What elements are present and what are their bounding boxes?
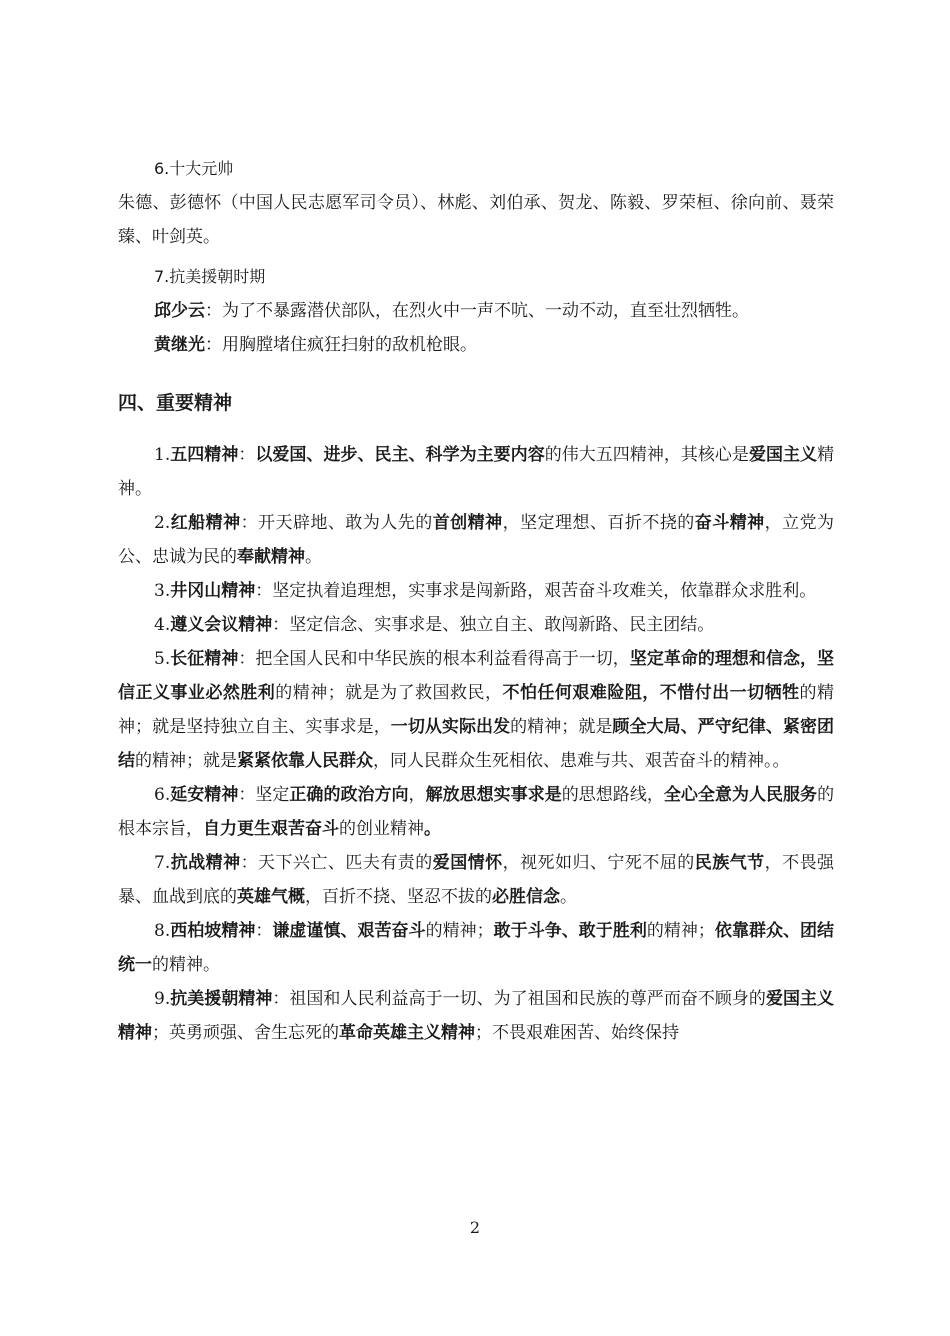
emphasis: 。 <box>424 819 441 839</box>
text: ： <box>238 445 256 465</box>
text: 的精神； <box>425 921 494 941</box>
emphasis: 不怕任何艰难险阻，不惜付出一切牺牲 <box>502 683 800 703</box>
spirit-kangzhan <box>118 846 834 914</box>
text: ：天下兴亡、匹夫有责的 <box>240 853 433 873</box>
text: ： <box>255 921 273 941</box>
item-number: 2. <box>154 513 171 533</box>
emphasis: 依靠群众、团结统一 <box>118 921 835 975</box>
emphasis: 奉献精神 <box>237 547 305 567</box>
spirit-jinggangshan <box>118 574 834 608</box>
emphasis: 英雄气概 <box>237 887 305 907</box>
spirit-name: 抗战精神 <box>170 853 241 873</box>
emphasis: 顾全大局、严守纪律、紧密团结 <box>118 717 835 771</box>
text: ；不畏艰难困苦、始终保持 <box>475 1023 679 1043</box>
spirit-name: 遵义会议精神 <box>170 615 273 635</box>
text: 。 <box>560 887 577 907</box>
emphasis: 全心全意为人民服务 <box>663 785 818 805</box>
spirit-xibaipo <box>118 914 834 982</box>
text: 的思想路线， <box>561 785 664 805</box>
text: 。 <box>305 547 322 567</box>
spirit-kangmeiyuanchao <box>118 982 834 1050</box>
marshals-heading: 6.十大元帅 <box>154 159 234 178</box>
emphasis: 民族气节 <box>694 853 765 873</box>
hero-desc: ：为了不暴露潜伏部队，在烈火中一声不吭、一动不动，直至壮烈牺牲。 <box>205 301 749 321</box>
text: 的精神；就是坚持独立自主、实事求是， <box>118 683 835 737</box>
spirit-name: 红船精神 <box>170 513 241 533</box>
text: ，视死如归、宁死不屈的 <box>502 853 695 873</box>
text: 的精神；就是 <box>135 751 237 771</box>
emphasis: 谦虚谨慎、艰苦奋斗 <box>272 921 426 941</box>
emphasis: 一切从实际出发 <box>390 717 511 737</box>
text: ：坚定 <box>238 785 290 805</box>
text: 的根本宗旨， <box>118 785 835 839</box>
item-number: 4. <box>154 615 171 635</box>
spirit-yanan <box>118 778 834 846</box>
hero-name: 邱少云 <box>154 301 205 321</box>
text: ，坚定理想、百折不挠的 <box>502 513 695 533</box>
emphasis: 爱国主义 <box>748 445 818 465</box>
spirit-name: 延安精神 <box>170 785 239 805</box>
item-number: 3. <box>154 581 171 601</box>
hero-name: 黄继光 <box>154 335 205 355</box>
item-number: 8. <box>154 921 171 941</box>
hero-qiu-shaoyun <box>118 294 834 328</box>
spirit-name: 西柏坡精神 <box>170 921 256 941</box>
hero-huang-jiguang <box>118 328 834 362</box>
emphasis: 爱国情怀 <box>432 853 503 873</box>
text: ；英勇顽强、舍生忘死的 <box>152 1023 339 1043</box>
text: 的创业精神 <box>339 819 424 839</box>
item-number: 7. <box>154 853 171 873</box>
text: 的精神；就是为了救国救民， <box>275 683 503 703</box>
emphasis: 敢于斗争、敢于胜利 <box>493 921 647 941</box>
spirit-name: 五四精神 <box>170 445 239 465</box>
emphasis: 奋斗精神 <box>694 513 765 533</box>
emphasis: 革命英雄主义精神 <box>339 1023 475 1043</box>
spirit-name: 长征精神 <box>170 649 239 669</box>
emphasis: 正确的政治方向 <box>289 785 409 805</box>
spirit-name: 井冈山精神 <box>170 581 256 601</box>
emphasis: 紧紧依靠人民群众 <box>237 751 373 771</box>
text: 的精神；就是 <box>510 717 613 737</box>
text: ，不畏强暴、血战到底的 <box>118 853 835 907</box>
text: ：坚定信念、实事求是、独立自主、敢闯新路、民主团结。 <box>272 615 715 635</box>
section-title: 四、重要精神 <box>118 392 233 414</box>
emphasis: 坚定革命的理想和信念，坚信正义事业必然胜利 <box>118 649 835 703</box>
item-number: 1. <box>154 445 171 465</box>
text: ，同人民群众生死相依、患难与共、艰苦奋斗的精神。。 <box>373 751 790 771</box>
emphasis: 爱国主义精神 <box>118 989 835 1043</box>
emphasis: 以爱国、进步、民主、科学为主要内容 <box>255 445 545 465</box>
item-number: 5. <box>154 649 171 669</box>
text: ，立党为公、忠诚为民的 <box>118 513 835 567</box>
text: 精神。 <box>118 445 835 499</box>
text: ：祖国和人民利益高于一切、为了祖国和民族的尊严而奋不顾身的 <box>272 989 766 1009</box>
spirit-changzheng <box>118 642 834 778</box>
marshals-text: 朱德、彭德怀（中国人民志愿军司令员）、林彪、刘伯承、贺龙、陈毅、罗荣桓、徐向前、聂荣臻、叶剑英。 <box>118 193 834 247</box>
hero-desc: ：用胸膛堵住疯狂扫射的敌机枪眼。 <box>205 335 477 355</box>
item-number: 6. <box>154 785 171 805</box>
spirit-hongchuan <box>118 506 834 574</box>
korea-war-heading: 7.抗美援朝时期 <box>154 267 266 286</box>
text: ，百折不挠、坚忍不拔的 <box>305 887 492 907</box>
spirit-name: 抗美援朝精神 <box>170 989 273 1009</box>
item-number: 9. <box>154 989 171 1009</box>
text: 的精神； <box>646 921 715 941</box>
text: ， <box>408 785 426 805</box>
spirit-wusi <box>118 438 834 506</box>
text: ：开天辟地、敢为人先的 <box>240 513 433 533</box>
text: 的精神。 <box>152 955 220 975</box>
text: ：坚定执着追理想，实事求是闯新路，艰苦奋斗攻难关，依靠群众求胜利。 <box>255 581 817 601</box>
emphasis: 必胜信念 <box>492 887 560 907</box>
emphasis: 自力更生艰苦奋斗 <box>203 819 339 839</box>
emphasis: 首创精神 <box>432 513 503 533</box>
emphasis: 解放思想实事求是 <box>425 785 562 805</box>
text: 的伟大五四精神，其核心是 <box>544 445 749 465</box>
spirit-zunyi <box>118 608 834 642</box>
page-content <box>118 152 834 1050</box>
text: ：把全国人民和中华民族的根本利益看得高于一切， <box>238 649 630 669</box>
page-number: 2 <box>469 1218 481 1237</box>
